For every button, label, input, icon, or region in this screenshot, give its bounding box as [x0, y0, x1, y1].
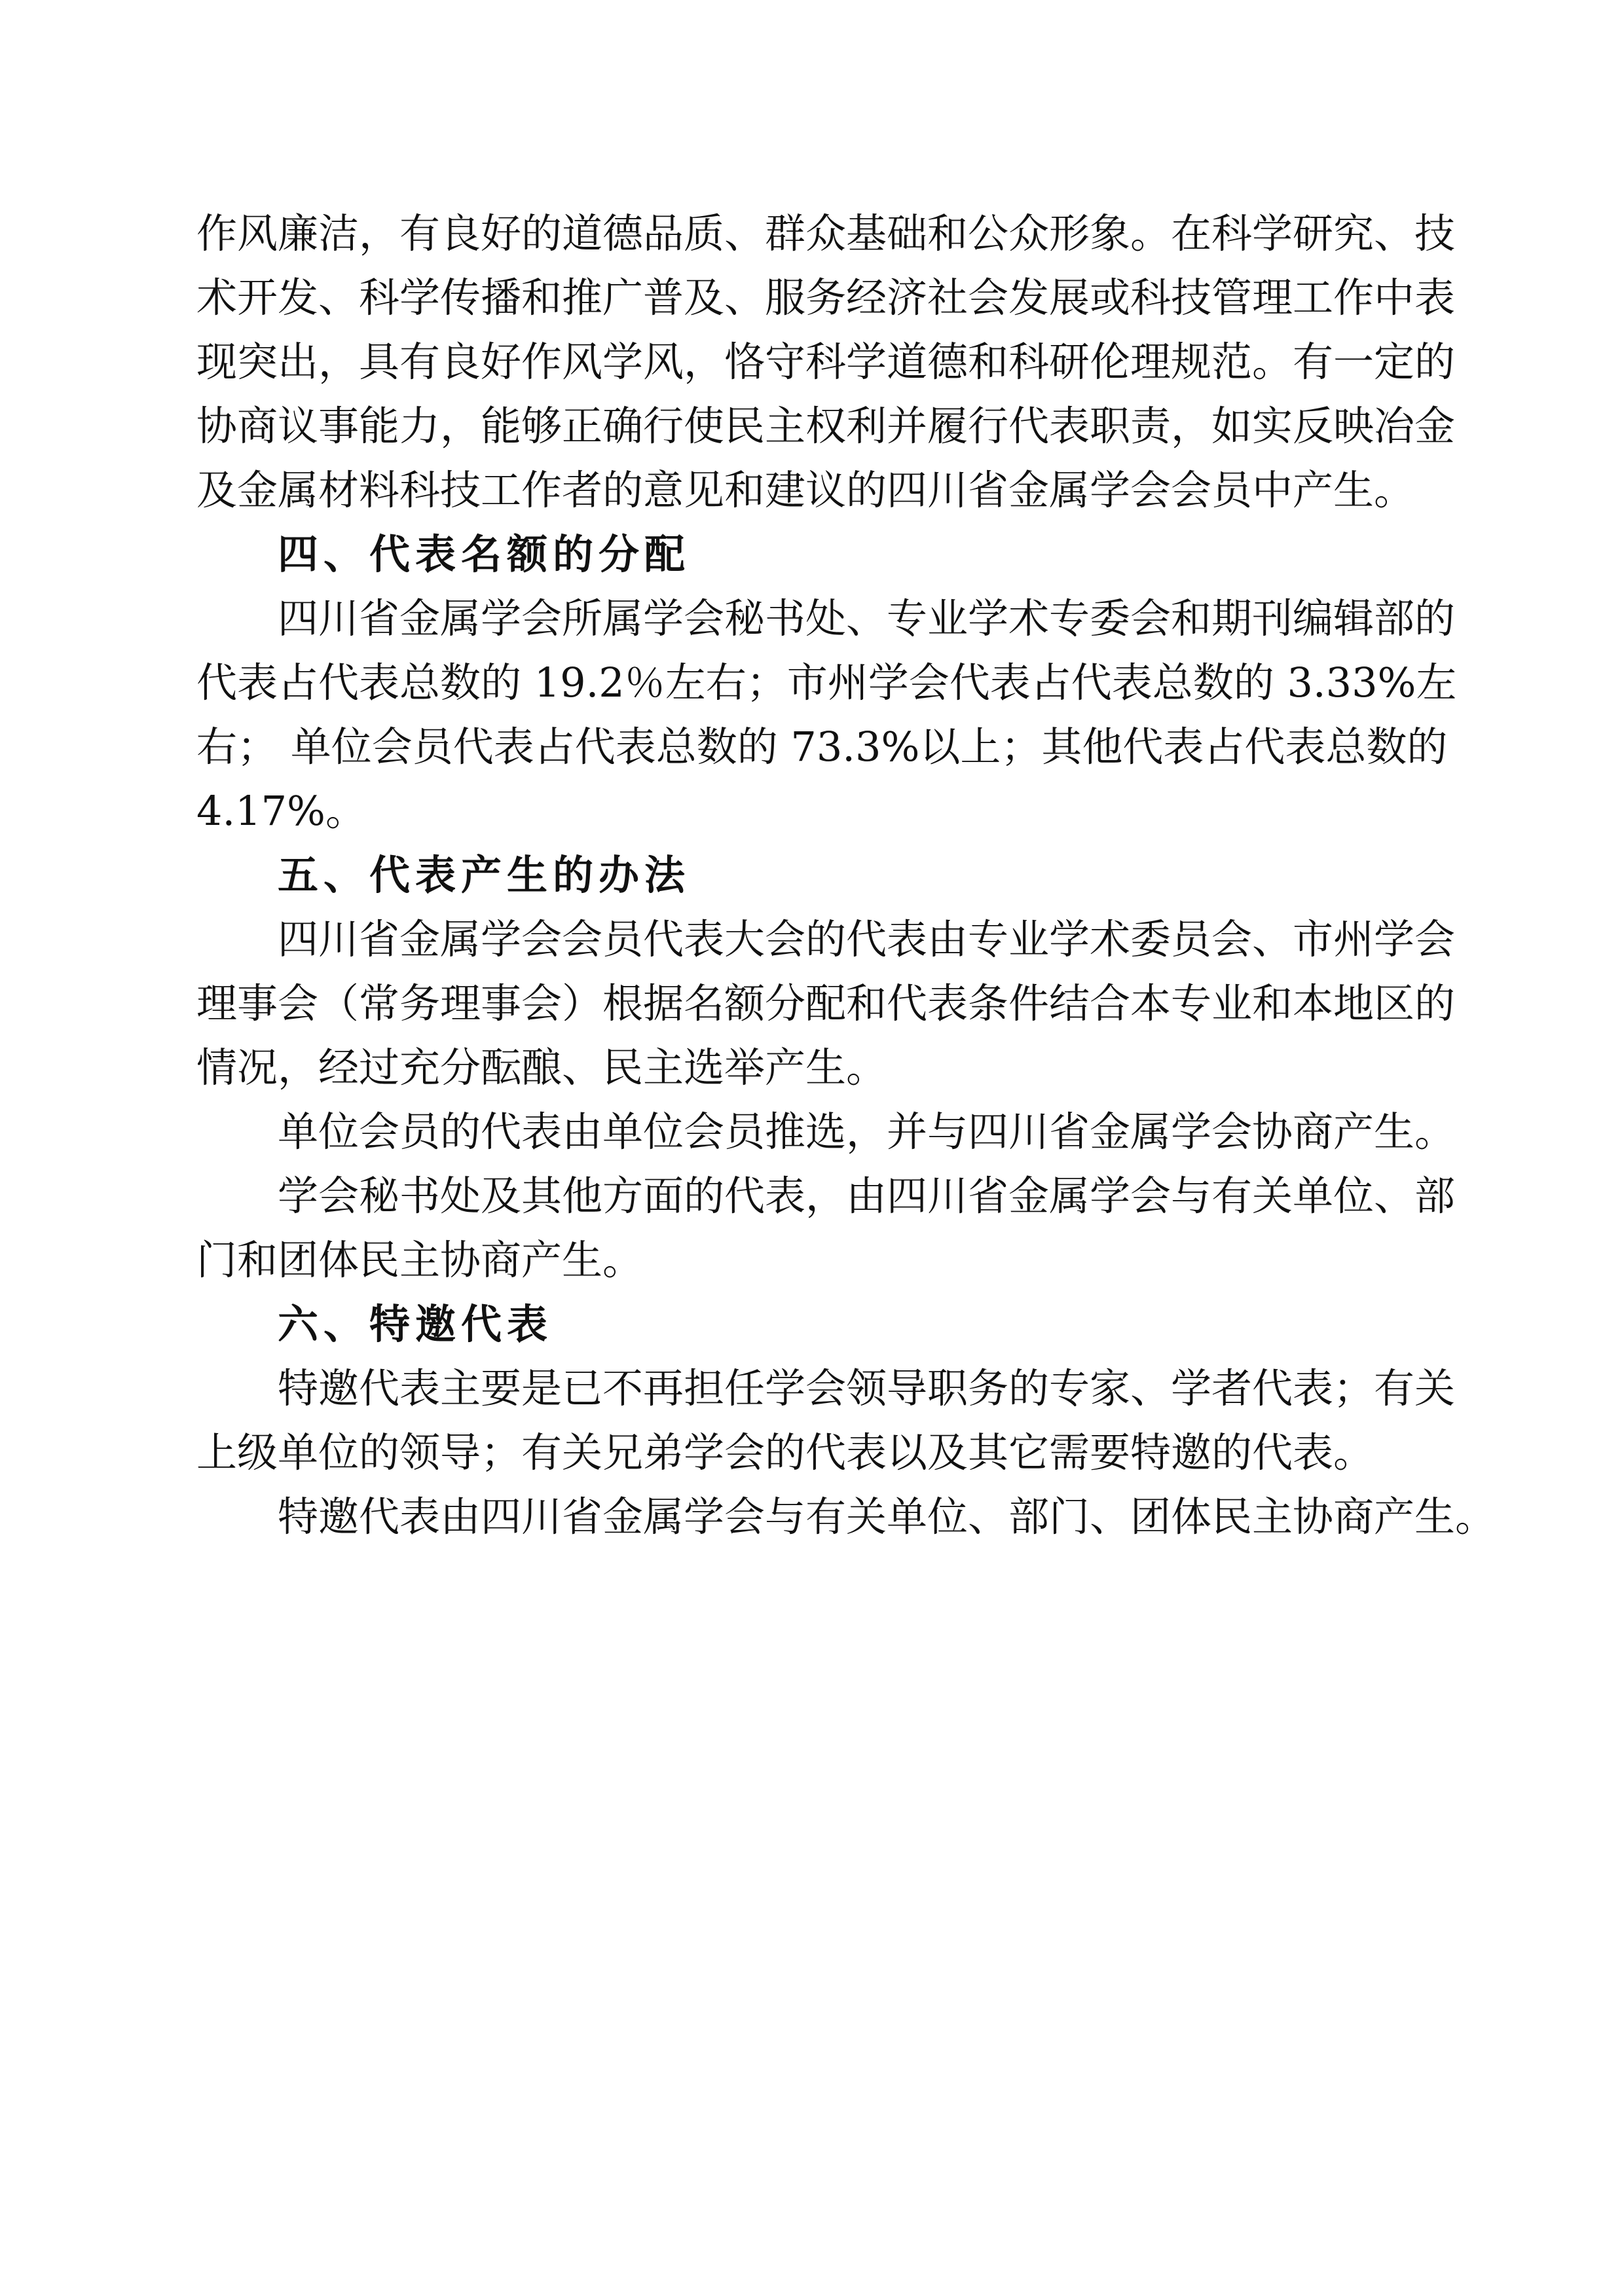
- paragraph-line: 情况，经过充分酝酿、民主选举产生。: [196, 1044, 887, 1091]
- paragraph-line: 及金属材料科技工作者的意见和建议的四川省金属学会会员中产生。: [196, 466, 1415, 514]
- paragraph-line: 门和团体民主协商产生。: [196, 1236, 644, 1284]
- paragraph-line: 4.17%。: [196, 787, 366, 835]
- paragraph-line: 现突出，具有良好作风学风，恪守科学道德和科研伦理规范。有一定的: [196, 338, 1456, 386]
- paragraph-line: 单位会员的代表由单位会员推选，并与四川省金属学会协商产生。: [278, 1108, 1456, 1156]
- paragraph-line: 理事会（常务理事会）根据名额分配和代表条件结合本专业和本地区的: [196, 979, 1456, 1027]
- paragraph-line: 特邀代表由四川省金属学会与有关单位、部门、团体民主协商产生。: [278, 1493, 1496, 1540]
- paragraph-line: 术开发、科学传播和推广普及、服务经济社会发展或科技管理工作中表: [196, 274, 1456, 321]
- paragraph-line: 四川省金属学会会员代表大会的代表由专业学术委员会、市州学会: [278, 915, 1456, 963]
- paragraph-line: 作风廉洁，有良好的道德品质、群众基础和公众形象。在科学研究、技: [196, 210, 1456, 257]
- paragraph-line: 代表占代表总数的 19.2％左右；市州学会代表占代表总数的 3.33%左: [196, 659, 1457, 706]
- paragraph-line: 右； 单位会员代表占代表总数的 73.3%以上；其他代表占代表总数的: [196, 723, 1448, 771]
- section-heading-6: 六、特邀代表: [278, 1300, 553, 1348]
- section-heading-5: 五、代表产生的办法: [278, 851, 691, 899]
- document-body: [196, 208, 1496, 1556]
- paragraph-line: 上级单位的领导；有关兄弟学会的代表以及其它需要特邀的代表。: [196, 1429, 1375, 1476]
- paragraph-line: 四川省金属学会所属学会秘书处、专业学术专委会和期刊编辑部的: [278, 594, 1456, 642]
- paragraph-line: 协商议事能力，能够正确行使民主权利并履行代表职责，如实反映冶金: [196, 402, 1456, 450]
- section-heading-4: 四、代表名额的分配: [278, 530, 691, 578]
- paragraph-line: 学会秘书处及其他方面的代表，由四川省金属学会与有关单位、部: [278, 1172, 1456, 1220]
- paragraph-line: 特邀代表主要是已不再担任学会领导职务的专家、学者代表；有关: [278, 1364, 1456, 1412]
